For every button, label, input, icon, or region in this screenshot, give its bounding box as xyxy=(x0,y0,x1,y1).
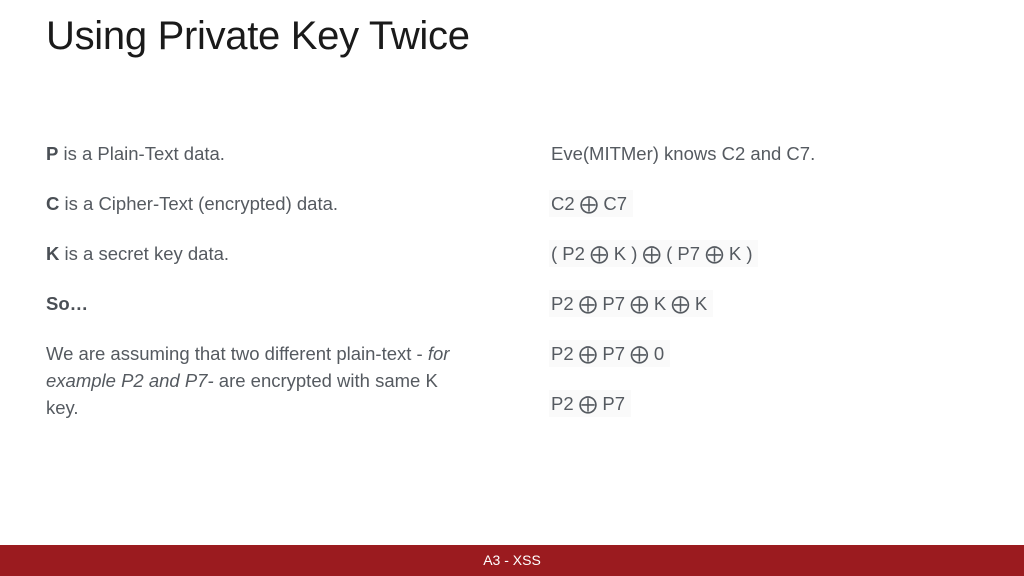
derivation-expression: P2 ⨁ P7 xyxy=(549,390,631,417)
derivation-line xyxy=(551,390,991,417)
cipher-text-definition xyxy=(46,190,466,217)
definitions-column xyxy=(46,140,466,444)
derivation-column xyxy=(551,140,991,440)
derivation-line xyxy=(551,240,991,267)
derivation-line xyxy=(551,190,991,217)
key-definition xyxy=(46,240,466,267)
cipher-text-term: C xyxy=(46,193,60,214)
cipher-text-description: is a Cipher-Text (encrypted) data. xyxy=(59,193,339,214)
derivation-line xyxy=(551,340,991,367)
plain-text-term: P xyxy=(46,143,59,164)
key-description: is a secret key data. xyxy=(59,243,230,264)
assumption-paragraph xyxy=(46,340,466,421)
plain-text-definition xyxy=(46,140,466,167)
so-heading xyxy=(46,290,466,317)
assumption-text-end: are encrypted with same K key. xyxy=(46,370,438,418)
derivation-expression: P2 ⨁ P7 ⨁ K ⨁ K xyxy=(549,290,713,317)
key-term: K xyxy=(46,243,60,264)
derivation-expression: P2 ⨁ P7 ⨁ 0 xyxy=(549,340,670,367)
assumption-example: for example P2 and P7- xyxy=(46,343,450,391)
footer-text: A3 - XSS xyxy=(483,552,541,568)
footer-bar xyxy=(0,545,1024,576)
so-label: So… xyxy=(46,293,89,314)
slide-title: Using Private Key Twice xyxy=(46,14,470,58)
derivation-expression: ( P2 ⨁ K ) ⨁ ( P7 ⨁ K ) xyxy=(549,240,758,267)
assumption-text-start: We are assuming that two different plain-text - xyxy=(46,343,428,364)
derivation-expression: C2 ⨁ C7 xyxy=(549,190,633,217)
plain-text-description: is a Plain-Text data. xyxy=(58,143,225,164)
derivation-line xyxy=(551,290,991,317)
derivation-line xyxy=(551,140,991,167)
derivation-text: Eve(MITMer) knows C2 and C7. xyxy=(551,143,816,164)
